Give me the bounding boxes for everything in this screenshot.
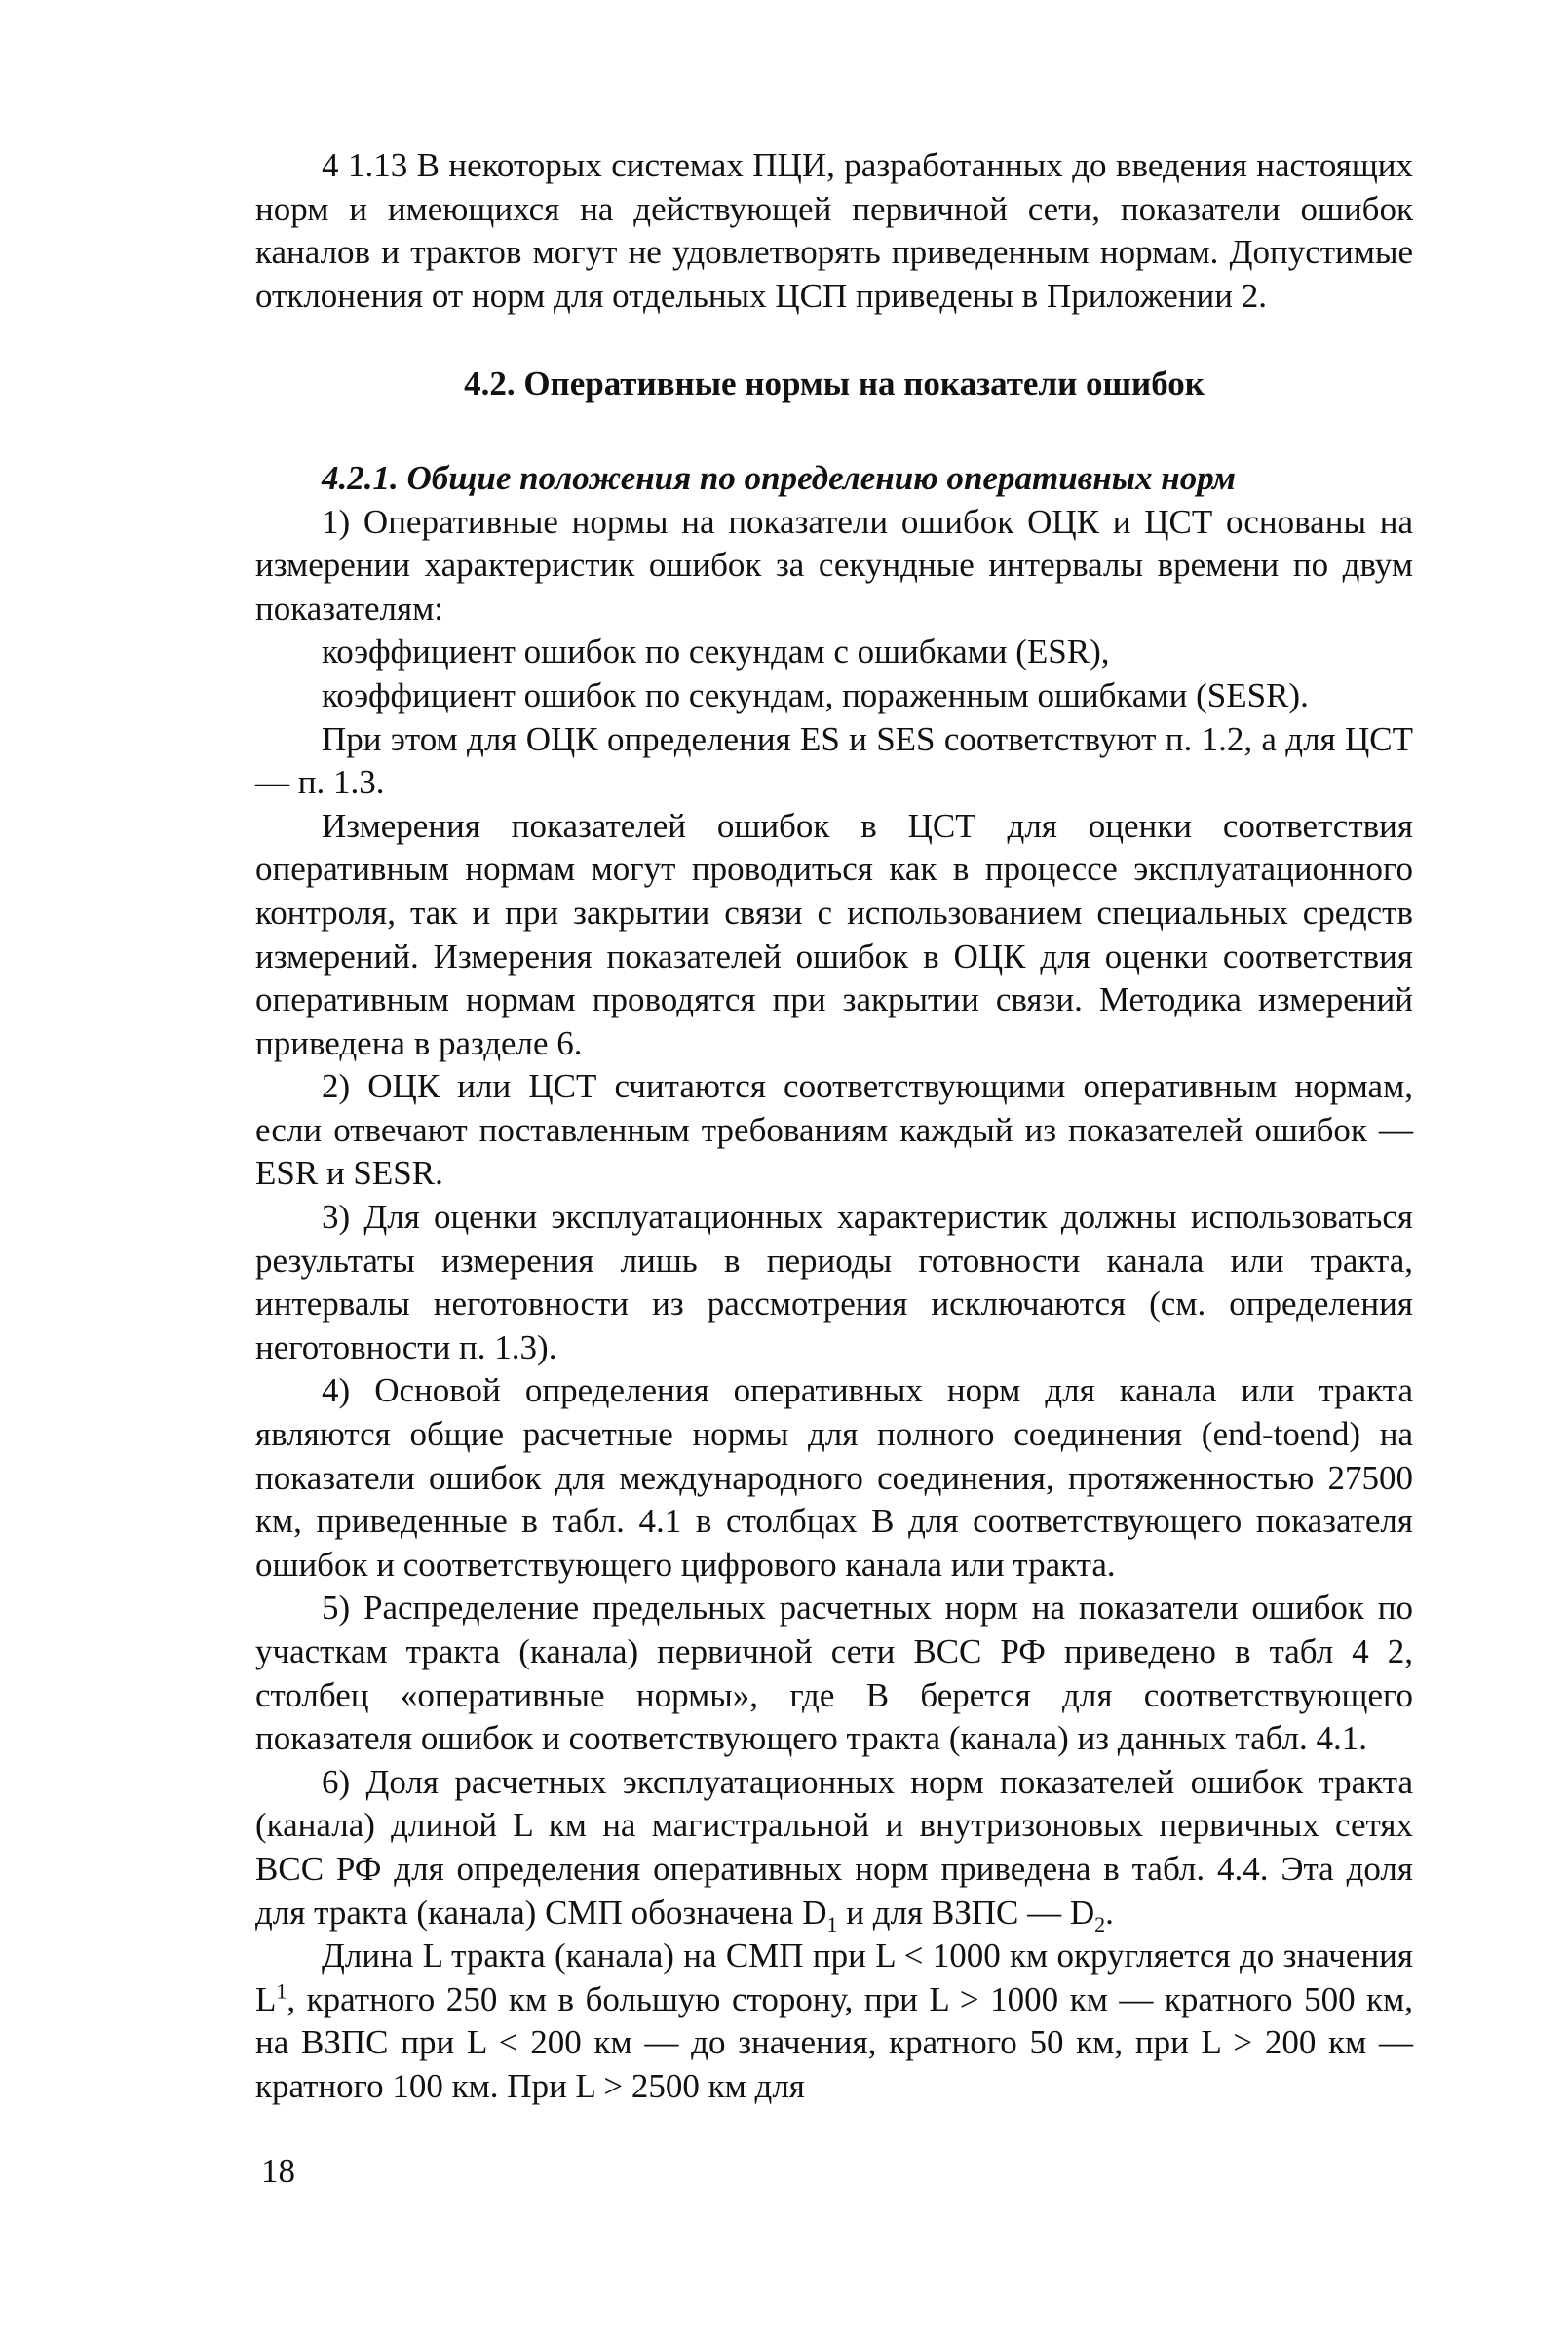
item-6-end: .	[1105, 1893, 1114, 1932]
item-6-subscript-1: 1	[826, 1911, 838, 1936]
length-paragraph-superscript: 1	[276, 1978, 287, 2004]
item-1-esr: коэффициент ошибок по секундам с ошибками (ESR),	[322, 633, 1110, 671]
section-title: 4.2. Оперативные нормы на показатели ошибок	[464, 364, 1205, 403]
item-1-sesr: коэффициент ошибок по секундам, пораженным ошибками (SESR).	[322, 675, 1309, 714]
item-1-definitions: При этом для ОЦК определения ES и SES соответствуют п. 1.2, а для ЦСТ — п. 1.3.	[255, 719, 1413, 802]
item-4: 4) Основой определения оперативных норм для канала или тракта являются общие расчетные нормы для полного соединения (end-toend) на показатели ошибок для международного соединения, протяженностью 27500 км, приведенные в табл. 4.1 в столбцах В для соответствующего показателя ошибок и соответствующего цифрового канала или тракта.	[255, 1371, 1413, 1584]
item-5: 5) Распределение предельных расчетных норм на показатели ошибок по участкам тракта (канала) первичной сети ВСС РФ приведено в табл 4 2, столбец «оперативные нормы», где В берется для соответствующего показателя ошибок и соответствующего тракта (канала) из данных табл. 4.1.	[255, 1589, 1413, 1758]
paragraph-4-1-13: 4 1.13 В некоторых системах ПЦИ, разработанных до введения настоящих норм и имеющихся на действующей первичной сети, показатели ошибок каналов и трактов могут не удовлетворять приведенным нормам. Допустимые отклонения от норм для отдельных ЦСП приведены в Приложении 2.	[255, 146, 1413, 315]
item-2: 2) ОЦК или ЦСТ считаются соответствующими оперативным нормам, если отвечают поставленным требованиям каждый из показателей ошибок — ESR и SESR.	[255, 1067, 1413, 1193]
length-paragraph-start: Длина L тракта (канала) на СМП при L < 1000 км округляется до значения L	[255, 1936, 1413, 2018]
item-6-subscript-2: 2	[1094, 1911, 1106, 1936]
item-6-mid: и для ВЗПС — D	[837, 1893, 1095, 1932]
item-6	[255, 1761, 1413, 1935]
page-number: 18	[261, 2152, 295, 2190]
length-paragraph-end: , кратного 250 км в большую сторону, при L > 1000 км — кратного 500 км, на ВЗПС при L < 200 км — до значения, кратного 50 км, при L > 200 км — кратного 100 км. При L > 2500 км для	[255, 1979, 1413, 2105]
item-1-measurements: Измерения показателей ошибок в ЦСТ для оценки соответствия оперативным нормам могут проводиться как в процессе эксплуатационного контроля, так и при закрытии связи с использованием специальных средств измерений. Измерения показателей ошибок в ОЦК для оценки соответствия оперативным нормам проводятся при закрытии связи. Методика измерений приведена в разделе 6.	[255, 806, 1413, 1062]
item-1: 1) Оперативные нормы на показатели ошибок ОЦК и ЦСТ основаны на измерении характеристик ошибок за секундные интервалы времени по двум показателям:	[255, 502, 1413, 628]
page-content	[255, 144, 1413, 2109]
subsection-title: 4.2.1. Общие положения по определению оперативных норм	[322, 458, 1236, 497]
item-3: 3) Для оценки эксплуатационных характеристик должны использоваться результаты измерения лишь в периоды готовности канала или тракта, интервалы неготовности из рассмотрения исключаются (см. определения неготовности п. 1.3).	[255, 1198, 1413, 1366]
item-6-text: 6) Доля расчетных эксплуатационных норм показателей ошибок тракта (канала) длиной L км на магистральной и внутризоновых первичных сетях ВСС РФ для определения оперативных норм приведена в табл. 4.4. Эта доля для тракта (канала) СМП обозначена D	[255, 1762, 1413, 1932]
length-paragraph	[255, 1935, 1413, 2108]
